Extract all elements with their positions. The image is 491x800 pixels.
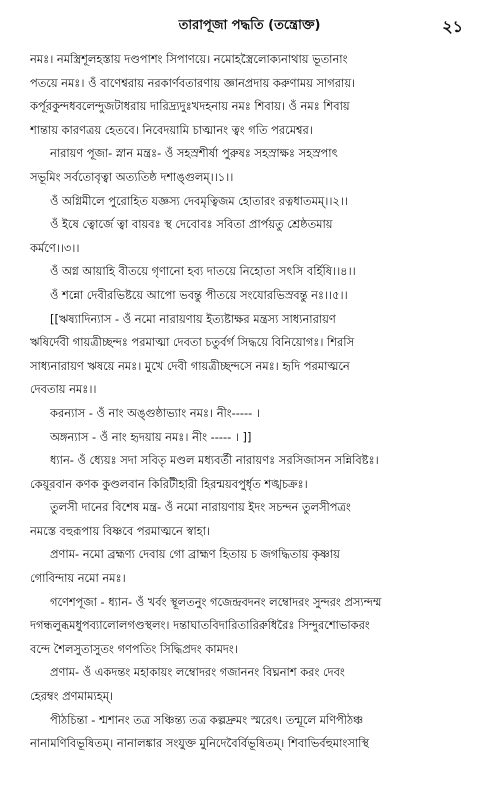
text-line: গণেশপূজা - ধ্যান- ওঁ খর্বং স্থূলতনুং গজেন্দ্রবদনং লম্বোদরং সুন্দরং প্রস্যন্দম্ম — [50, 594, 382, 609]
text-line: নমঃ। নমস্ত্রিশূলহস্তায় দণ্ডপাশং সিপাণয়ে। নমোহস্ত্রৈলোক্যনাথায় ভূতানাং — [30, 52, 348, 66]
text-line: ওঁ ইষে ত্বোর্জে ত্বা বায়বঃ স্থ দেবোবঃ সবিতা প্রার্পয়তু শ্রেষ্ঠতমায় — [50, 217, 333, 232]
text-line: নমস্তে বহুরূপায় বিষ্ণবে পরমাত্মনে স্বাহা। — [30, 523, 211, 538]
text-line: সভূমিং সর্বতোবৃত্বা অত্যতিষ্ঠ দশাঙ্গুলম্।।১।। — [30, 169, 234, 184]
text-line: বন্দে শৈলসুতাসুতং গণপতিং সিদ্ধিপ্রদং কামদং। — [30, 641, 238, 656]
text-line: [[ঋষ্যাদিন্যাস - ওঁ নমো নারায়ণায় ইত্যষ্টাক্ষর মন্ত্রস্য সাধ্যনারায়ণ — [50, 311, 336, 326]
page-header — [30, 10, 469, 44]
text-line: পতয়ে নমঃ। ওঁ বাণেশ্বরায় নরকার্ণবতারণায় জ্ঞানপ্রদায় করুণাময় সাগরায়। — [30, 75, 356, 90]
text-line: গোবিন্দায় নমো নমঃ। — [30, 571, 126, 586]
text-line: শান্তায় কারণত্রয় হেতবে। নিবেদয়ামি চাত্মানং ত্বং গতি পরমেশ্বর। — [30, 122, 313, 137]
text-line: দেবতায় নমঃ।। — [30, 382, 97, 397]
text-line: নানামণিবিভূষিতম্। নানালঙ্কার সংযুক্ত মুনিদেবৈর্বিভূষিতম্। শিবাভির্বহুমাংসাস্থি — [30, 736, 369, 751]
text-line: ওঁ অগ্ন আয়াহি বীতয়ে গৃণানো হব্য দাতয়ে নিহোতা সৎসি বর্হিষি।।৪।। — [50, 264, 356, 279]
text-line: অঙ্গন্যাস - ওঁ নাং হৃদয়ায় নমঃ। নীং ----- । ]] — [50, 429, 252, 444]
text-line: কেয়ূরবান কণক কুণ্ডলবান কিরিটীহারী হিরন্ময়বপুর্ধৃত শঙ্খচক্রঃ। — [30, 476, 308, 491]
text-line: ধ্যান- ওঁ ধ্যেয়ঃ সদা সবিতৃ মণ্ডল মধ্যবর্তী নারায়ণঃ সরসিজাসন সন্নিবিষ্টঃ। — [50, 453, 379, 468]
text-line: কর্মণে।।৩।। — [30, 240, 80, 255]
running-title: তারাপূজা পদ্ধতি (তন্ত্রোক্ত) — [178, 18, 321, 33]
text-line: কর্পূরকুন্দধবলেন্দুজটাধরায় দারিদ্র্যদুঃখদহনায় নমঃ শিবায়। ওঁ নমঃ শিবায় — [30, 99, 350, 114]
text-line: দগন্ধলুব্ধমধুপব্যালোলগণ্ডস্থলং। দন্তাঘাতবিদারিতারিরুধিরৈঃ সিন্দুরশোভাকরং — [30, 618, 370, 633]
text-line: ওঁ অগ্নিমীলে পুরোহিত যজ্ঞস্য দেবমৃত্বিজম হোতারং রত্নধাতমম্।।২।। — [50, 193, 348, 208]
text-line: সাধ্যনারায়ণ ঋষয়ে নমঃ। মুখে দেবী গায়ত্রীচ্ছন্দসে নমঃ। হৃদি পরমাত্মনে — [30, 358, 350, 373]
text-line: হেরম্বং প্রণমাম্যহম্। — [30, 689, 114, 704]
text-line: করন্যাস - ওঁ নাং অঙ্গুষ্ঠাভ্যাং নমঃ। নীং----- । — [50, 405, 260, 420]
text-line: প্রণাম- ওঁ একদন্তং মহাকায়ং লম্বোদরং গজাননং বিঘ্ননাশ করং দেবং — [50, 665, 345, 680]
text-line: তুলসী দানের বিশেষ মন্ত্র- ওঁ নমো নারায়ণায় ইদং সচন্দন তুলসীপত্রং — [50, 500, 351, 515]
text-line: ঋষির্দেবী গায়ত্রীচ্ছন্দঃ পরমাত্মা দেবতা চতুর্বর্গ সিদ্ধয়ে বিনিয়োগঃ। শিরসি — [30, 335, 355, 350]
text-line: ওঁ শন্নো দেবীরভিষ্টয়ে আপো ভবন্তু পীতয়ে সংযোরভিস্রবন্তু নঃ।।৫।। — [50, 287, 348, 302]
page-body — [30, 48, 469, 756]
text-line: পীঠচিন্তা - শ্মশানং তত্র সঞ্চিন্ত্য তত্র কল্পদ্রুমং স্মরেৎ। তন্মূলে মণিপীঠঞ্চ — [50, 712, 364, 727]
page-number: ২১ — [442, 17, 463, 36]
text-line: প্রণাম- নমো ব্রহ্মণ্য দেবায় গো ব্রাহ্মণ হিতায় চ জগদ্ধিতায় কৃষ্ণায় — [50, 547, 340, 562]
text-line: নারায়ণ পূজা- স্নান মন্ত্রঃ- ওঁ সহস্রশীর্ষা পুরুষঃ সহস্রাক্ষঃ সহস্রপাৎ — [50, 146, 338, 161]
